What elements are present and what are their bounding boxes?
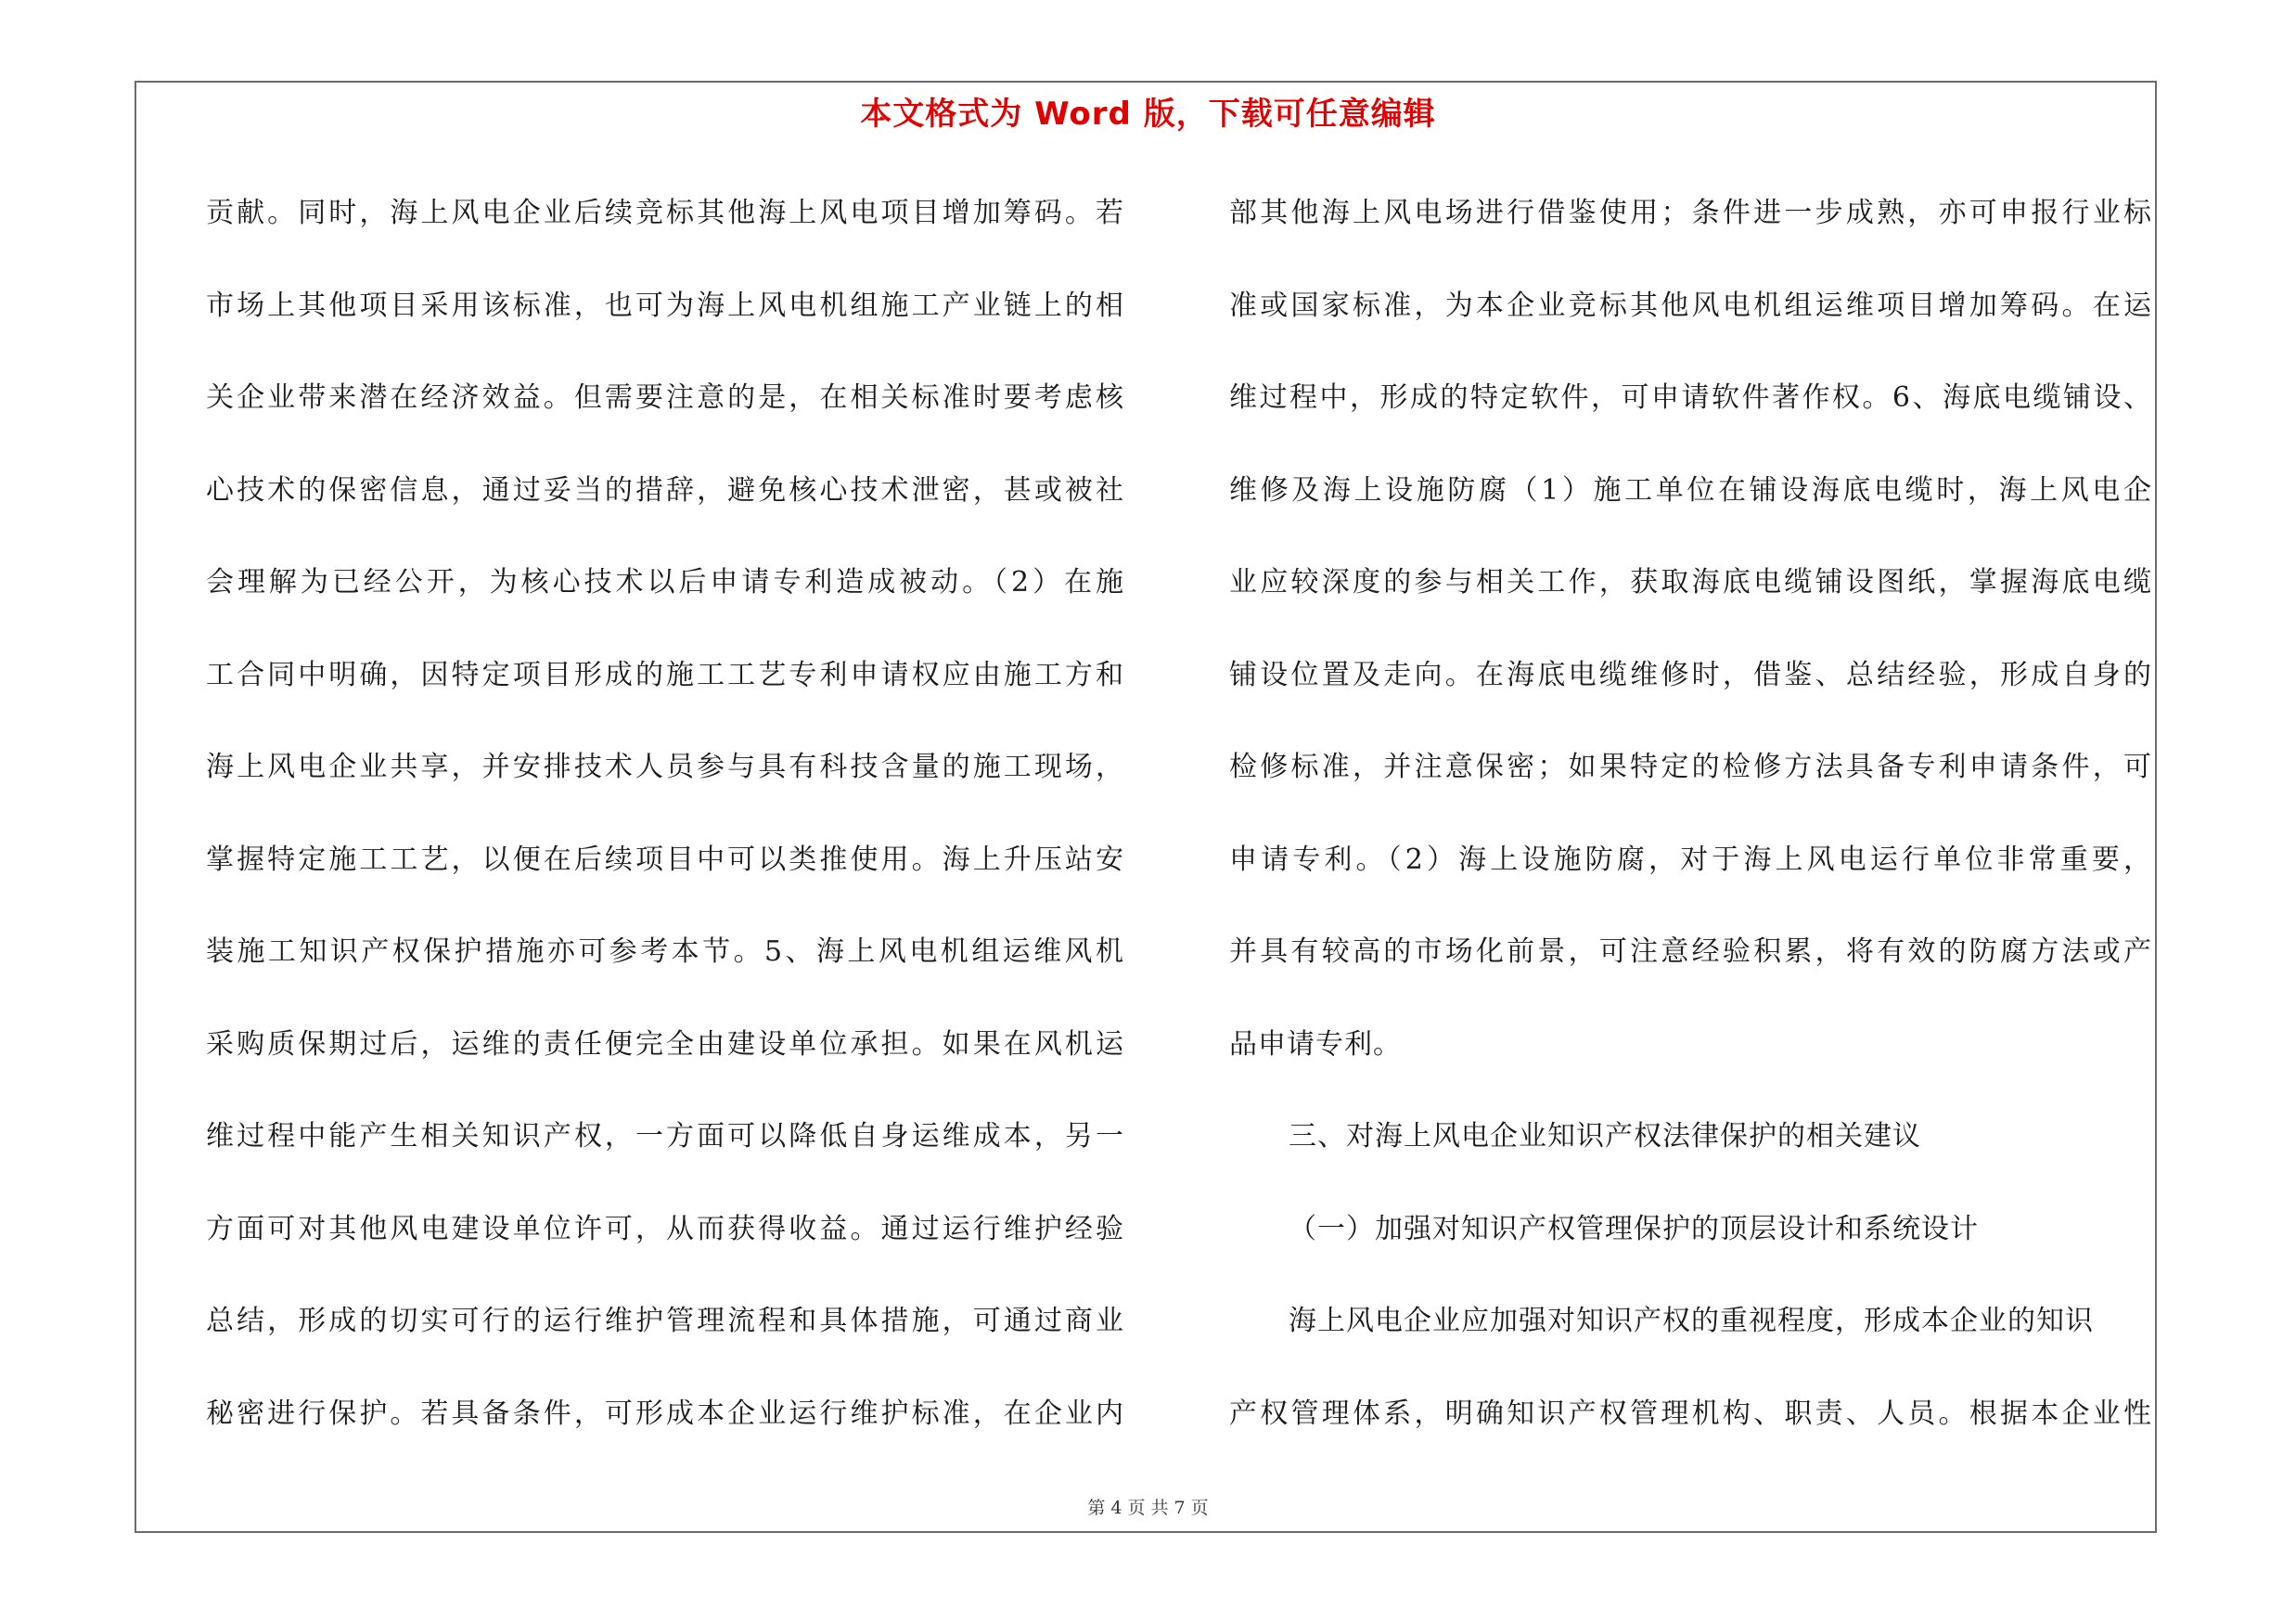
text-line: 海上风电企业共享，并安排技术人员参与具有科技含量的施工现场， [206, 751, 1124, 783]
text-line: 部其他海上风电场进行借鉴使用；条件进一步成熟，亦可申报行业标 [1229, 197, 2152, 229]
text-line: 维修及海上设施防腐（1）施工单位在铺设海底电缆时，海上风电企 [1229, 473, 2152, 507]
text-line: 产权管理体系，明确知识产权管理机构、职责、人员。根据本企业性 [1229, 1397, 2152, 1429]
text-line: 工合同中明确，因特定项目形成的施工工艺专利申请权应由施工方和 [206, 658, 1124, 691]
text-line: 业应较深度的参与相关工作，获取海底电缆铺设图纸，掌握海底电缆 [1229, 566, 2152, 599]
page-number: 第 4 页 共 7 页 [1087, 1498, 1209, 1518]
text-line: 装施工知识产权保护措施亦可参考本节。5、海上风电机组运维风机 [206, 935, 1124, 968]
text-line: 方面可对其他风电建设单位许可，从而获得收益。通过运行维护经验 [206, 1212, 1124, 1245]
text-line: 贡献。同时，海上风电企业后续竞标其他海上风电项目增加筹码。若 [206, 197, 1124, 229]
text-line: 并具有较高的市场化前景，可注意经验积累，将有效的防腐方法或产 [1229, 935, 2152, 968]
text-line: 维过程中能产生相关知识产权，一方面可以降低自身运维成本，另一 [206, 1120, 1124, 1153]
text-line: 心技术的保密信息，通过妥当的措辞，避免核心技术泄密，甚或被社 [206, 473, 1124, 507]
format-banner: 本文格式为 Word 版，下载可任意编辑 [860, 96, 1436, 133]
text-line: 品申请专利。 [1229, 1027, 1402, 1061]
text-line: 市场上其他项目采用该标准，也可为海上风电机组施工产业链上的相 [206, 289, 1124, 322]
paragraph-start-line: 海上风电企业应加强对知识产权的重视程度，形成本企业的知识 [1289, 1305, 2094, 1337]
section-heading: 三、对海上风电企业知识产权法律保护的相关建议 [1289, 1120, 1921, 1153]
text-line: 关企业带来潜在经济效益。但需要注意的是，在相关标准时要考虑核 [206, 381, 1124, 414]
text-line: 采购质保期过后，运维的责任便完全由建设单位承担。如果在风机运 [206, 1027, 1124, 1061]
text-line: 准或国家标准，为本企业竞标其他风电机组运维项目增加筹码。在运 [1229, 289, 2152, 322]
text-line: 会理解为已经公开，为核心技术以后申请专利造成被动。（2）在施 [206, 566, 1124, 599]
text-line: 申请专利。（2）海上设施防腐，对于海上风电运行单位非常重要， [1229, 843, 2152, 876]
text-line: 铺设位置及走向。在海底电缆维修时，借鉴、总结经验，形成自身的 [1229, 658, 2152, 691]
left-text-column [206, 186, 1124, 1429]
text-line: 秘密进行保护。若具备条件，可形成本企业运行维护标准，在企业内 [206, 1397, 1124, 1429]
text-line: 检修标准，并注意保密；如果特定的检修方法具备专利申请条件，可 [1229, 751, 2152, 783]
text-line: 总结，形成的切实可行的运行维护管理流程和具体措施，可通过商业 [206, 1305, 1124, 1337]
text-line: 维过程中，形成的特定软件，可申请软件著作权。6、海底电缆铺设、 [1229, 381, 2152, 414]
subsection-heading: （一）加强对知识产权管理保护的顶层设计和系统设计 [1289, 1212, 1979, 1245]
right-text-column [1229, 186, 2152, 1429]
text-line: 掌握特定施工工艺，以便在后续项目中可以类推使用。海上升压站安 [206, 843, 1124, 876]
